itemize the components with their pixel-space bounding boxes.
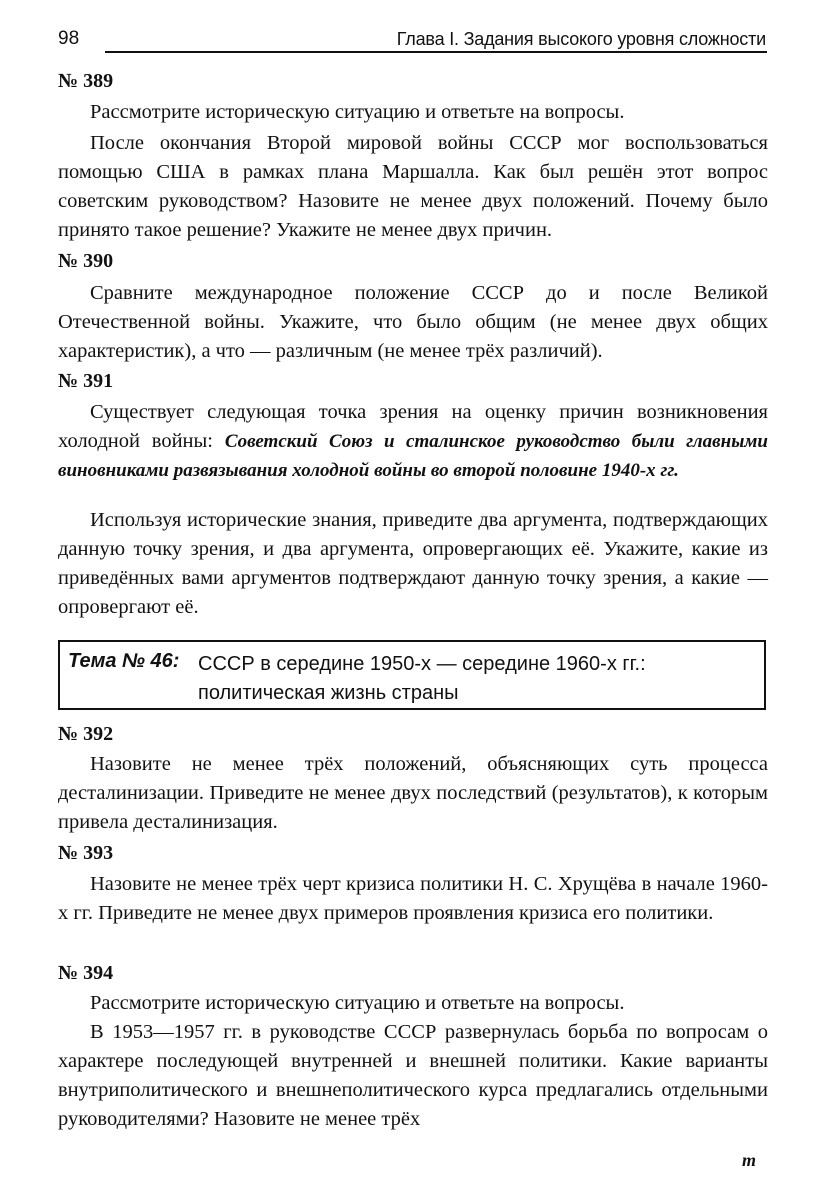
task-391-paragraph-2: Используя исторические знания, приведите два аргумента, подтверждающих данную точку зрения, и два аргумента, опровергающих её. Укажите, какие из приведённых вами аргументов подтверждают данную точку зрения, а какие — опровергают её.: [58, 509, 768, 618]
task-389-paragraph-2: После окончания Второй мировой войны СССР мог воспользоваться помощью США в рамках плана Маршалла. Как был решён этот вопрос советским руководством? Назовите не менее двух положений. Почему было принято такое решение? Укажите не менее двух причин.: [58, 132, 768, 241]
task-391-quote: Советский Союз и сталинское руководство были главными виновниками развязывания холодной войны во второй половине 1940-х гг.: [58, 431, 768, 481]
task-number-393: № 393: [58, 842, 114, 864]
topic-title: [198, 650, 758, 708]
task-389-paragraph-1: Рассмотрите историческую ситуацию и ответьте на вопросы.: [90, 101, 625, 123]
running-head: [58, 28, 766, 52]
task-number-390: № 390: [58, 250, 114, 272]
task-390-paragraph-1: Сравните международное положение СССР до и после Великой Отечественной войны. Укажите, что было общим (не менее двух общих характеристик), а что — различным (не менее трёх различий).: [58, 282, 768, 362]
topic-label: Тема № 46:: [68, 650, 180, 672]
task-number-394: № 394: [58, 962, 114, 984]
task-394-paragraph-1: Рассмотрите историческую ситуацию и ответьте на вопросы.: [90, 992, 625, 1014]
task-393-paragraph-1: Назовите не менее трёх черт кризиса политики Н. С. Хрущёва в начале 1960-х гг. Приведите не менее двух примеров проявления кризиса его политики.: [58, 873, 768, 924]
page-number: 98: [58, 28, 80, 49]
task-number-392: № 392: [58, 723, 114, 745]
task-number-389: № 389: [58, 70, 114, 92]
task-394-paragraph-2: В 1953—1957 гг. в руководстве СССР развернулась борьба по вопросам о характере последующей внутренней и внешней политики. Какие варианты внутриполитического и внешнеполитического курса предлагались отдельными руководителями? Назовите не менее трёх: [58, 1021, 768, 1130]
chapter-title: Глава I. Задания высокого уровня сложности: [396, 29, 766, 49]
topic-box: [58, 640, 766, 710]
footer-mark: т: [742, 1150, 757, 1170]
task-391-text: Существует следующая точка зрения на оценку причин возникновения холодной войны:: [58, 401, 768, 452]
topic-title-line-1: СССР в середине 1950-х — середине 1960-х гг.:: [198, 653, 646, 675]
task-number-391: № 391: [58, 370, 114, 392]
header-rule: [105, 51, 767, 53]
task-391-paragraph-1: [58, 398, 768, 485]
task-392-paragraph-1: Назовите не менее трёх положений, объясняющих суть процесса десталинизации. Приведите не менее двух последствий (результатов), к которым привела десталинизация.: [58, 753, 768, 833]
topic-title-line-2: политическая жизнь страны: [198, 682, 459, 704]
